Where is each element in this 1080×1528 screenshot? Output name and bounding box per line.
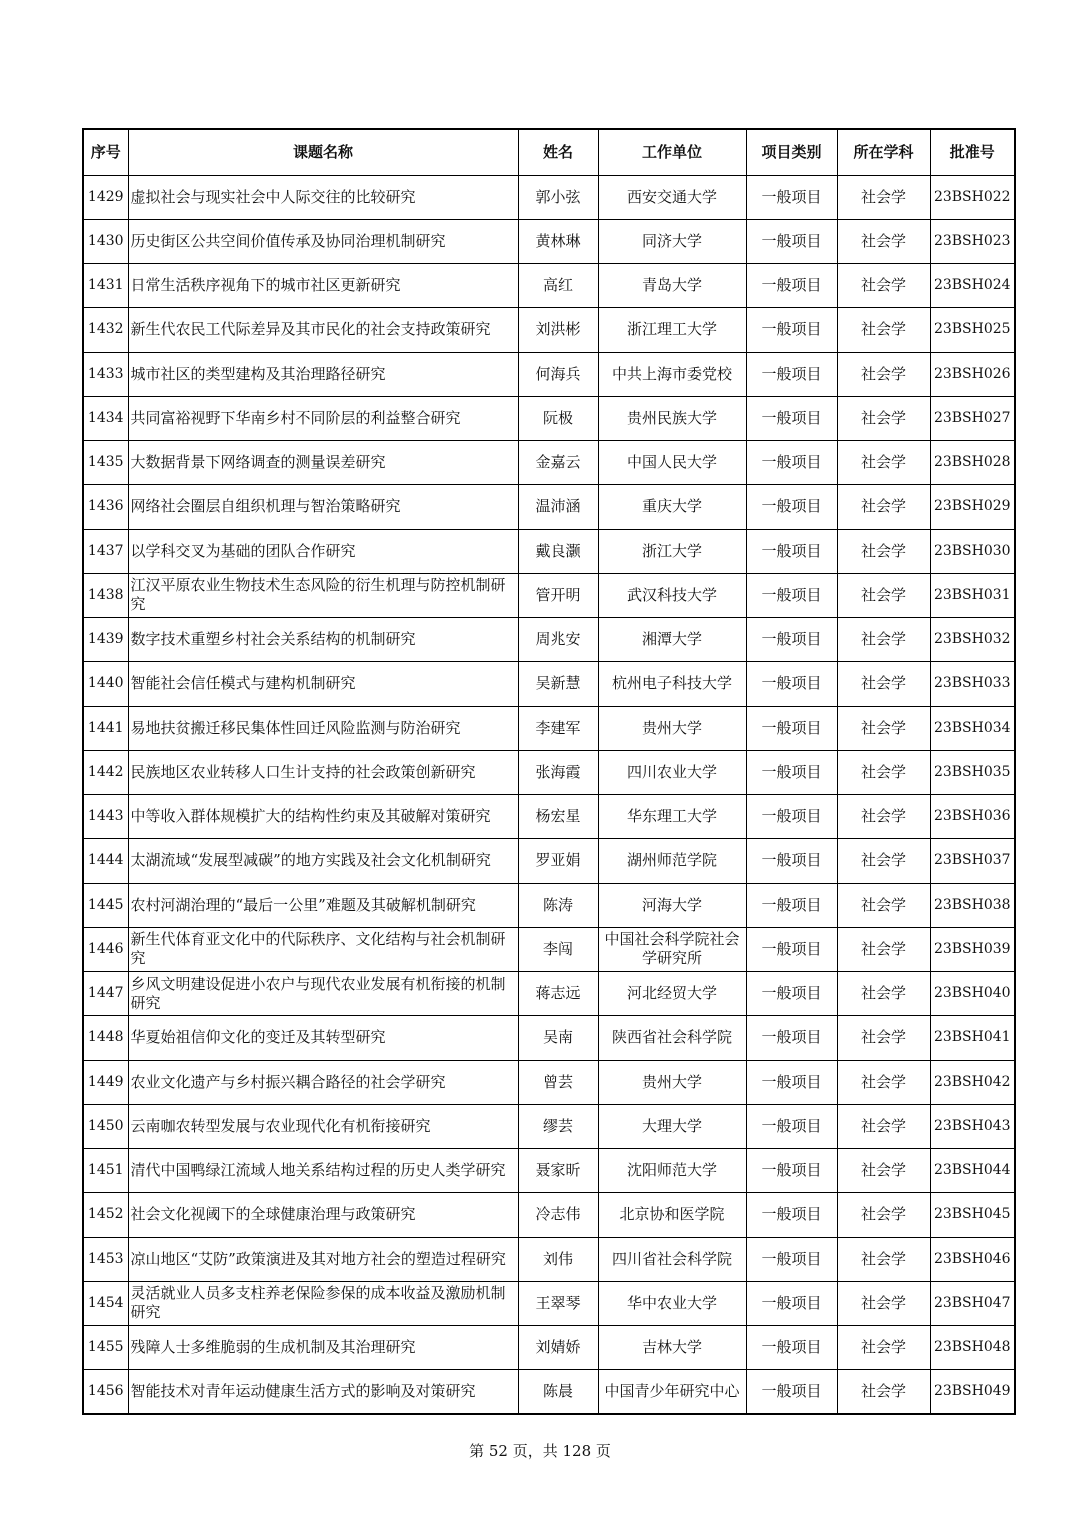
cell-title: 农业文化遗产与乡村振兴耦合路径的社会学研究 (128, 1060, 518, 1104)
cell-name: 高红 (518, 264, 598, 308)
cell-approval-no: 23BSH040 (930, 972, 1015, 1016)
cell-discipline: 社会学 (837, 1326, 930, 1370)
table-row (83, 1060, 1015, 1104)
cell-category: 一般项目 (746, 573, 837, 617)
cell-unit: 重庆大学 (598, 485, 746, 529)
cell-category: 一般项目 (746, 1149, 837, 1193)
cell-seq: 1441 (83, 706, 128, 750)
cell-title: 民族地区农业转移人口生计支持的社会政策创新研究 (128, 750, 518, 794)
cell-discipline: 社会学 (837, 308, 930, 352)
cell-category: 一般项目 (746, 1016, 837, 1060)
cell-unit: 河北经贸大学 (598, 972, 746, 1016)
cell-title: 虚拟社会与现实社会中人际交往的比较研究 (128, 175, 518, 219)
cell-category: 一般项目 (746, 175, 837, 219)
cell-unit: 四川农业大学 (598, 750, 746, 794)
table-row (83, 662, 1015, 706)
cell-title: 以学科交叉为基础的团队合作研究 (128, 529, 518, 573)
header-category: 项目类别 (746, 129, 837, 175)
cell-name: 陈晨 (518, 1370, 598, 1414)
cell-seq: 1448 (83, 1016, 128, 1060)
cell-discipline: 社会学 (837, 1281, 930, 1325)
table-row (83, 706, 1015, 750)
table-row (83, 883, 1015, 927)
cell-name: 管开明 (518, 573, 598, 617)
table-body (83, 175, 1015, 1414)
cell-approval-no: 23BSH035 (930, 750, 1015, 794)
cell-unit: 西安交通大学 (598, 175, 746, 219)
cell-category: 一般项目 (746, 308, 837, 352)
cell-discipline: 社会学 (837, 396, 930, 440)
cell-unit: 贵州大学 (598, 706, 746, 750)
table-row (83, 264, 1015, 308)
cell-approval-no: 23BSH034 (930, 706, 1015, 750)
cell-unit: 同济大学 (598, 219, 746, 263)
cell-seq: 1451 (83, 1149, 128, 1193)
table-row (83, 750, 1015, 794)
table-row (83, 219, 1015, 263)
cell-name: 吴新慧 (518, 662, 598, 706)
cell-name: 戴良灏 (518, 529, 598, 573)
cell-discipline: 社会学 (837, 352, 930, 396)
cell-discipline: 社会学 (837, 485, 930, 529)
cell-discipline: 社会学 (837, 1237, 930, 1281)
cell-category: 一般项目 (746, 219, 837, 263)
cell-discipline: 社会学 (837, 1370, 930, 1414)
cell-discipline: 社会学 (837, 1060, 930, 1104)
cell-unit: 贵州大学 (598, 1060, 746, 1104)
cell-approval-no: 23BSH048 (930, 1326, 1015, 1370)
cell-title: 智能技术对青年运动健康生活方式的影响及对策研究 (128, 1370, 518, 1414)
cell-name: 李闯 (518, 927, 598, 971)
cell-approval-no: 23BSH033 (930, 662, 1015, 706)
table-row (83, 1104, 1015, 1148)
header-unit: 工作单位 (598, 129, 746, 175)
cell-unit: 浙江大学 (598, 529, 746, 573)
cell-unit: 中国青少年研究中心 (598, 1370, 746, 1414)
cell-category: 一般项目 (746, 441, 837, 485)
table-row (83, 352, 1015, 396)
cell-unit: 贵州民族大学 (598, 396, 746, 440)
cell-category: 一般项目 (746, 264, 837, 308)
cell-seq: 1450 (83, 1104, 128, 1148)
table-row (83, 1281, 1015, 1325)
cell-approval-no: 23BSH039 (930, 927, 1015, 971)
header-approval-no: 批准号 (930, 129, 1015, 175)
cell-unit: 武汉科技大学 (598, 573, 746, 617)
cell-name: 王翠琴 (518, 1281, 598, 1325)
table-row (83, 795, 1015, 839)
cell-name: 缪芸 (518, 1104, 598, 1148)
cell-seq: 1436 (83, 485, 128, 529)
table-row (83, 529, 1015, 573)
cell-discipline: 社会学 (837, 219, 930, 263)
cell-approval-no: 23BSH041 (930, 1016, 1015, 1060)
cell-category: 一般项目 (746, 750, 837, 794)
cell-name: 温沛涵 (518, 485, 598, 529)
cell-title: 凉山地区“艾防”政策演进及其对地方社会的塑造过程研究 (128, 1237, 518, 1281)
cell-seq: 1431 (83, 264, 128, 308)
table-row (83, 1149, 1015, 1193)
cell-unit: 四川省社会科学院 (598, 1237, 746, 1281)
cell-discipline: 社会学 (837, 972, 930, 1016)
cell-category: 一般项目 (746, 1281, 837, 1325)
cell-name: 曾芸 (518, 1060, 598, 1104)
cell-name: 吴南 (518, 1016, 598, 1060)
table-row (83, 1237, 1015, 1281)
table-row (83, 175, 1015, 219)
cell-seq: 1452 (83, 1193, 128, 1237)
cell-name: 罗亚娟 (518, 839, 598, 883)
cell-seq: 1432 (83, 308, 128, 352)
cell-name: 何海兵 (518, 352, 598, 396)
cell-category: 一般项目 (746, 1193, 837, 1237)
cell-title: 云南咖农转型发展与农业现代化有机衔接研究 (128, 1104, 518, 1148)
cell-category: 一般项目 (746, 1104, 837, 1148)
cell-category: 一般项目 (746, 883, 837, 927)
cell-approval-no: 23BSH046 (930, 1237, 1015, 1281)
cell-category: 一般项目 (746, 662, 837, 706)
cell-approval-no: 23BSH032 (930, 618, 1015, 662)
cell-discipline: 社会学 (837, 1104, 930, 1148)
cell-seq: 1429 (83, 175, 128, 219)
cell-seq: 1437 (83, 529, 128, 573)
table-row (83, 441, 1015, 485)
cell-seq: 1454 (83, 1281, 128, 1325)
cell-discipline: 社会学 (837, 264, 930, 308)
cell-name: 刘伟 (518, 1237, 598, 1281)
cell-seq: 1456 (83, 1370, 128, 1414)
cell-name: 郭小弦 (518, 175, 598, 219)
cell-title: 城市社区的类型建构及其治理路径研究 (128, 352, 518, 396)
cell-name: 冷志伟 (518, 1193, 598, 1237)
cell-unit: 河海大学 (598, 883, 746, 927)
cell-category: 一般项目 (746, 839, 837, 883)
cell-approval-no: 23BSH023 (930, 219, 1015, 263)
cell-category: 一般项目 (746, 927, 837, 971)
cell-unit: 沈阳师范大学 (598, 1149, 746, 1193)
cell-seq: 1445 (83, 883, 128, 927)
cell-discipline: 社会学 (837, 662, 930, 706)
cell-discipline: 社会学 (837, 573, 930, 617)
cell-seq: 1453 (83, 1237, 128, 1281)
cell-unit: 大理大学 (598, 1104, 746, 1148)
cell-discipline: 社会学 (837, 441, 930, 485)
cell-title: 太湖流域“发展型减碳”的地方实践及社会文化机制研究 (128, 839, 518, 883)
cell-name: 蒋志远 (518, 972, 598, 1016)
cell-discipline: 社会学 (837, 883, 930, 927)
cell-approval-no: 23BSH030 (930, 529, 1015, 573)
table-row (83, 972, 1015, 1016)
cell-seq: 1434 (83, 396, 128, 440)
cell-name: 陈涛 (518, 883, 598, 927)
cell-seq: 1443 (83, 795, 128, 839)
cell-unit: 中国社会科学院社会学研究所 (598, 927, 746, 971)
table-row (83, 1326, 1015, 1370)
cell-seq: 1444 (83, 839, 128, 883)
cell-seq: 1435 (83, 441, 128, 485)
table-row (83, 308, 1015, 352)
cell-name: 刘婧娇 (518, 1326, 598, 1370)
table-row (83, 573, 1015, 617)
cell-seq: 1430 (83, 219, 128, 263)
cell-title: 乡风文明建设促进小农户与现代农业发展有机衔接的机制研究 (128, 972, 518, 1016)
table-row (83, 1370, 1015, 1414)
cell-title: 历史街区公共空间价值传承及协同治理机制研究 (128, 219, 518, 263)
cell-discipline: 社会学 (837, 839, 930, 883)
cell-title: 新生代体育亚文化中的代际秩序、文化结构与社会机制研究 (128, 927, 518, 971)
cell-approval-no: 23BSH045 (930, 1193, 1015, 1237)
cell-approval-no: 23BSH042 (930, 1060, 1015, 1104)
cell-title: 数字技术重塑乡村社会关系结构的机制研究 (128, 618, 518, 662)
cell-category: 一般项目 (746, 1060, 837, 1104)
cell-title: 江汉平原农业生物技术生态风险的衍生机理与防控机制研究 (128, 573, 518, 617)
cell-category: 一般项目 (746, 1237, 837, 1281)
cell-category: 一般项目 (746, 1326, 837, 1370)
table-row (83, 1016, 1015, 1060)
table-row (83, 396, 1015, 440)
cell-approval-no: 23BSH044 (930, 1149, 1015, 1193)
header-seq: 序号 (83, 129, 128, 175)
cell-seq: 1440 (83, 662, 128, 706)
cell-discipline: 社会学 (837, 618, 930, 662)
cell-title: 智能社会信任模式与建构机制研究 (128, 662, 518, 706)
cell-title: 共同富裕视野下华南乡村不同阶层的利益整合研究 (128, 396, 518, 440)
table-header-row (83, 129, 1015, 175)
cell-seq: 1455 (83, 1326, 128, 1370)
table-row (83, 927, 1015, 971)
cell-title: 清代中国鸭绿江流域人地关系结构过程的历史人类学研究 (128, 1149, 518, 1193)
cell-seq: 1449 (83, 1060, 128, 1104)
cell-unit: 浙江理工大学 (598, 308, 746, 352)
cell-discipline: 社会学 (837, 927, 930, 971)
cell-approval-no: 23BSH022 (930, 175, 1015, 219)
cell-name: 周兆安 (518, 618, 598, 662)
cell-unit: 陕西省社会科学院 (598, 1016, 746, 1060)
cell-seq: 1438 (83, 573, 128, 617)
table-row (83, 618, 1015, 662)
cell-approval-no: 23BSH038 (930, 883, 1015, 927)
cell-unit: 湘潭大学 (598, 618, 746, 662)
cell-unit: 华东理工大学 (598, 795, 746, 839)
cell-category: 一般项目 (746, 972, 837, 1016)
cell-unit: 北京协和医学院 (598, 1193, 746, 1237)
cell-title: 新生代农民工代际差异及其市民化的社会支持政策研究 (128, 308, 518, 352)
cell-category: 一般项目 (746, 396, 837, 440)
cell-discipline: 社会学 (837, 175, 930, 219)
cell-title: 灵活就业人员多支柱养老保险参保的成本收益及激励机制研究 (128, 1281, 518, 1325)
cell-seq: 1446 (83, 927, 128, 971)
cell-approval-no: 23BSH027 (930, 396, 1015, 440)
cell-category: 一般项目 (746, 795, 837, 839)
cell-discipline: 社会学 (837, 795, 930, 839)
cell-name: 张海霞 (518, 750, 598, 794)
cell-approval-no: 23BSH031 (930, 573, 1015, 617)
cell-unit: 华中农业大学 (598, 1281, 746, 1325)
cell-approval-no: 23BSH026 (930, 352, 1015, 396)
cell-name: 阮极 (518, 396, 598, 440)
cell-discipline: 社会学 (837, 1193, 930, 1237)
cell-discipline: 社会学 (837, 1016, 930, 1060)
cell-title: 农村河湖治理的“最后一公里”难题及其破解机制研究 (128, 883, 518, 927)
cell-title: 中等收入群体规模扩大的结构性约束及其破解对策研究 (128, 795, 518, 839)
cell-category: 一般项目 (746, 485, 837, 529)
cell-unit: 湖州师范学院 (598, 839, 746, 883)
cell-unit: 中共上海市委党校 (598, 352, 746, 396)
cell-name: 聂家昕 (518, 1149, 598, 1193)
cell-unit: 吉林大学 (598, 1326, 746, 1370)
page-footer: 第 52 页，共 128 页 (469, 1442, 611, 1460)
project-table (82, 128, 1016, 1415)
header-name: 姓名 (518, 129, 598, 175)
cell-name: 刘洪彬 (518, 308, 598, 352)
cell-title: 易地扶贫搬迁移民集体性回迁风险监测与防治研究 (128, 706, 518, 750)
table-row (83, 485, 1015, 529)
cell-category: 一般项目 (746, 529, 837, 573)
cell-approval-no: 23BSH043 (930, 1104, 1015, 1148)
cell-approval-no: 23BSH029 (930, 485, 1015, 529)
cell-seq: 1442 (83, 750, 128, 794)
cell-seq: 1433 (83, 352, 128, 396)
cell-name: 杨宏星 (518, 795, 598, 839)
cell-unit: 青岛大学 (598, 264, 746, 308)
cell-unit: 中国人民大学 (598, 441, 746, 485)
cell-name: 黄林琳 (518, 219, 598, 263)
cell-approval-no: 23BSH025 (930, 308, 1015, 352)
cell-category: 一般项目 (746, 1370, 837, 1414)
cell-approval-no: 23BSH024 (930, 264, 1015, 308)
table-row (83, 839, 1015, 883)
cell-approval-no: 23BSH037 (930, 839, 1015, 883)
cell-name: 李建军 (518, 706, 598, 750)
cell-unit: 杭州电子科技大学 (598, 662, 746, 706)
cell-discipline: 社会学 (837, 1149, 930, 1193)
cell-seq: 1439 (83, 618, 128, 662)
cell-discipline: 社会学 (837, 529, 930, 573)
table-row (83, 1193, 1015, 1237)
cell-title: 网络社会圈层自组织机理与智治策略研究 (128, 485, 518, 529)
cell-category: 一般项目 (746, 352, 837, 396)
cell-category: 一般项目 (746, 618, 837, 662)
cell-discipline: 社会学 (837, 750, 930, 794)
cell-approval-no: 23BSH049 (930, 1370, 1015, 1414)
cell-title: 社会文化视阈下的全球健康治理与政策研究 (128, 1193, 518, 1237)
cell-title: 日常生活秩序视角下的城市社区更新研究 (128, 264, 518, 308)
cell-approval-no: 23BSH028 (930, 441, 1015, 485)
cell-approval-no: 23BSH047 (930, 1281, 1015, 1325)
cell-category: 一般项目 (746, 706, 837, 750)
cell-title: 大数据背景下网络调查的测量误差研究 (128, 441, 518, 485)
header-title: 课题名称 (128, 129, 518, 175)
cell-seq: 1447 (83, 972, 128, 1016)
cell-title: 华夏始祖信仰文化的变迁及其转型研究 (128, 1016, 518, 1060)
cell-name: 金嘉云 (518, 441, 598, 485)
cell-title: 残障人士多维脆弱的生成机制及其治理研究 (128, 1326, 518, 1370)
header-discipline: 所在学科 (837, 129, 930, 175)
cell-approval-no: 23BSH036 (930, 795, 1015, 839)
cell-discipline: 社会学 (837, 706, 930, 750)
